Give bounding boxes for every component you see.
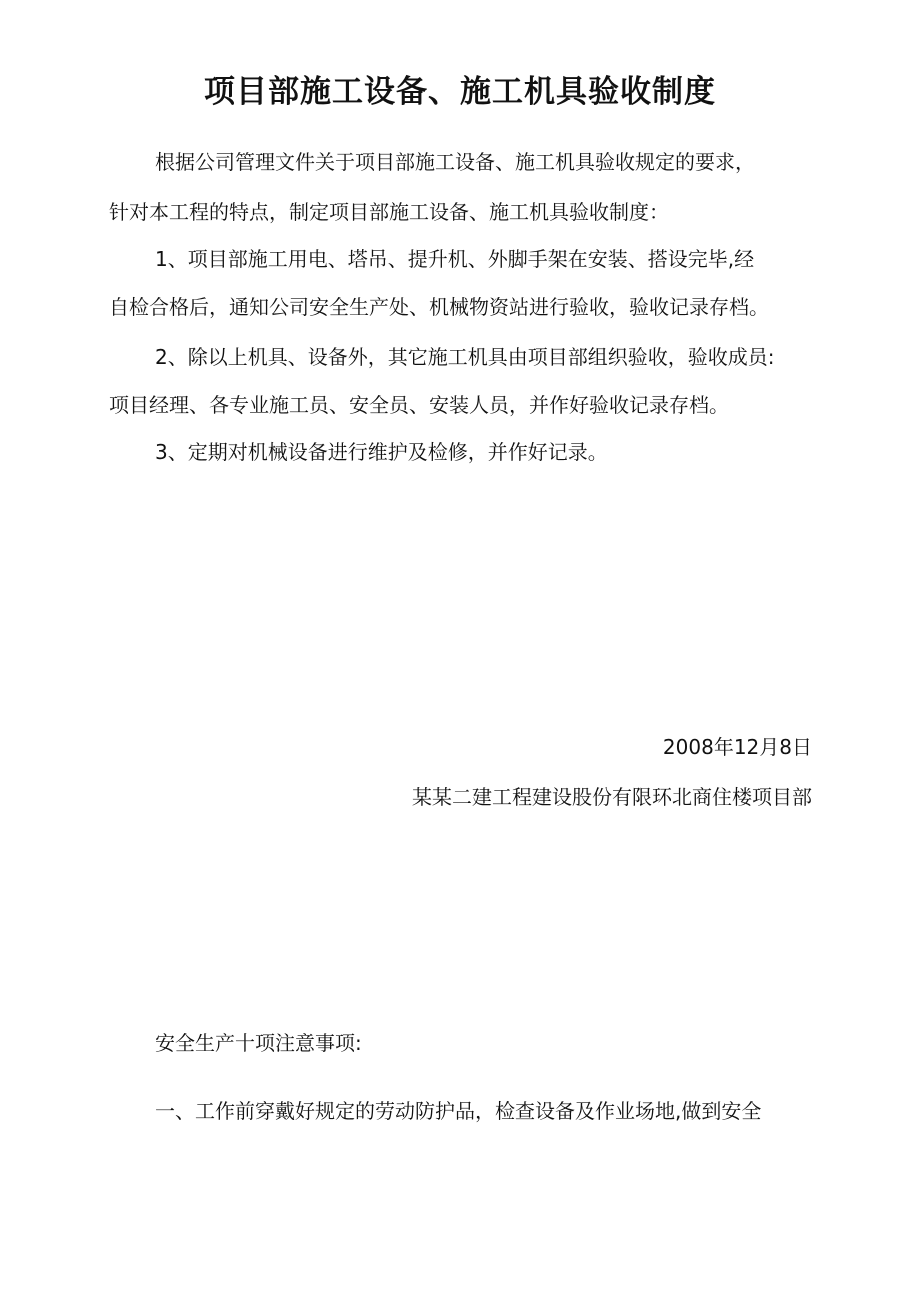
section-2-item-1: 一、工作前穿戴好规定的劳动防护品，检查设备及作业场地,做到安全 (155, 1099, 762, 1123)
item-1-line-2: 自检合格后，通知公司安全生产处、机械物资站进行验收，验收记录存档。 (109, 295, 769, 319)
intro-paragraph-line-1: 根据公司管理文件关于项目部施工设备、施工机具验收规定的要求， (155, 150, 755, 174)
intro-paragraph-line-2: 针对本工程的特点，制定项目部施工设备、施工机具验收制度： (109, 200, 669, 224)
item-2-line-2: 项目经理、各专业施工员、安全员、安装人员，并作好验收记录存档。 (109, 393, 729, 417)
issuing-organization: 某某二建工程建设股份有限环北商住楼项目部 (412, 785, 812, 809)
item-2-line-1: 2、除以上机具、设备外，其它施工机具由项目部组织验收，验收成员: (155, 345, 775, 369)
document-date: 2008年12月8日 (662, 735, 812, 759)
document-title: 项目部施工设备、施工机具验收制度 (204, 74, 716, 110)
section-2-heading: 安全生产十项注意事项: (155, 1031, 362, 1055)
item-3-line-1: 3、定期对机械设备进行维护及检修，并作好记录。 (155, 440, 608, 464)
item-1-line-1: 1、项目部施工用电、塔吊、提升机、外脚手架在安装、搭设完毕,经 (155, 247, 755, 271)
